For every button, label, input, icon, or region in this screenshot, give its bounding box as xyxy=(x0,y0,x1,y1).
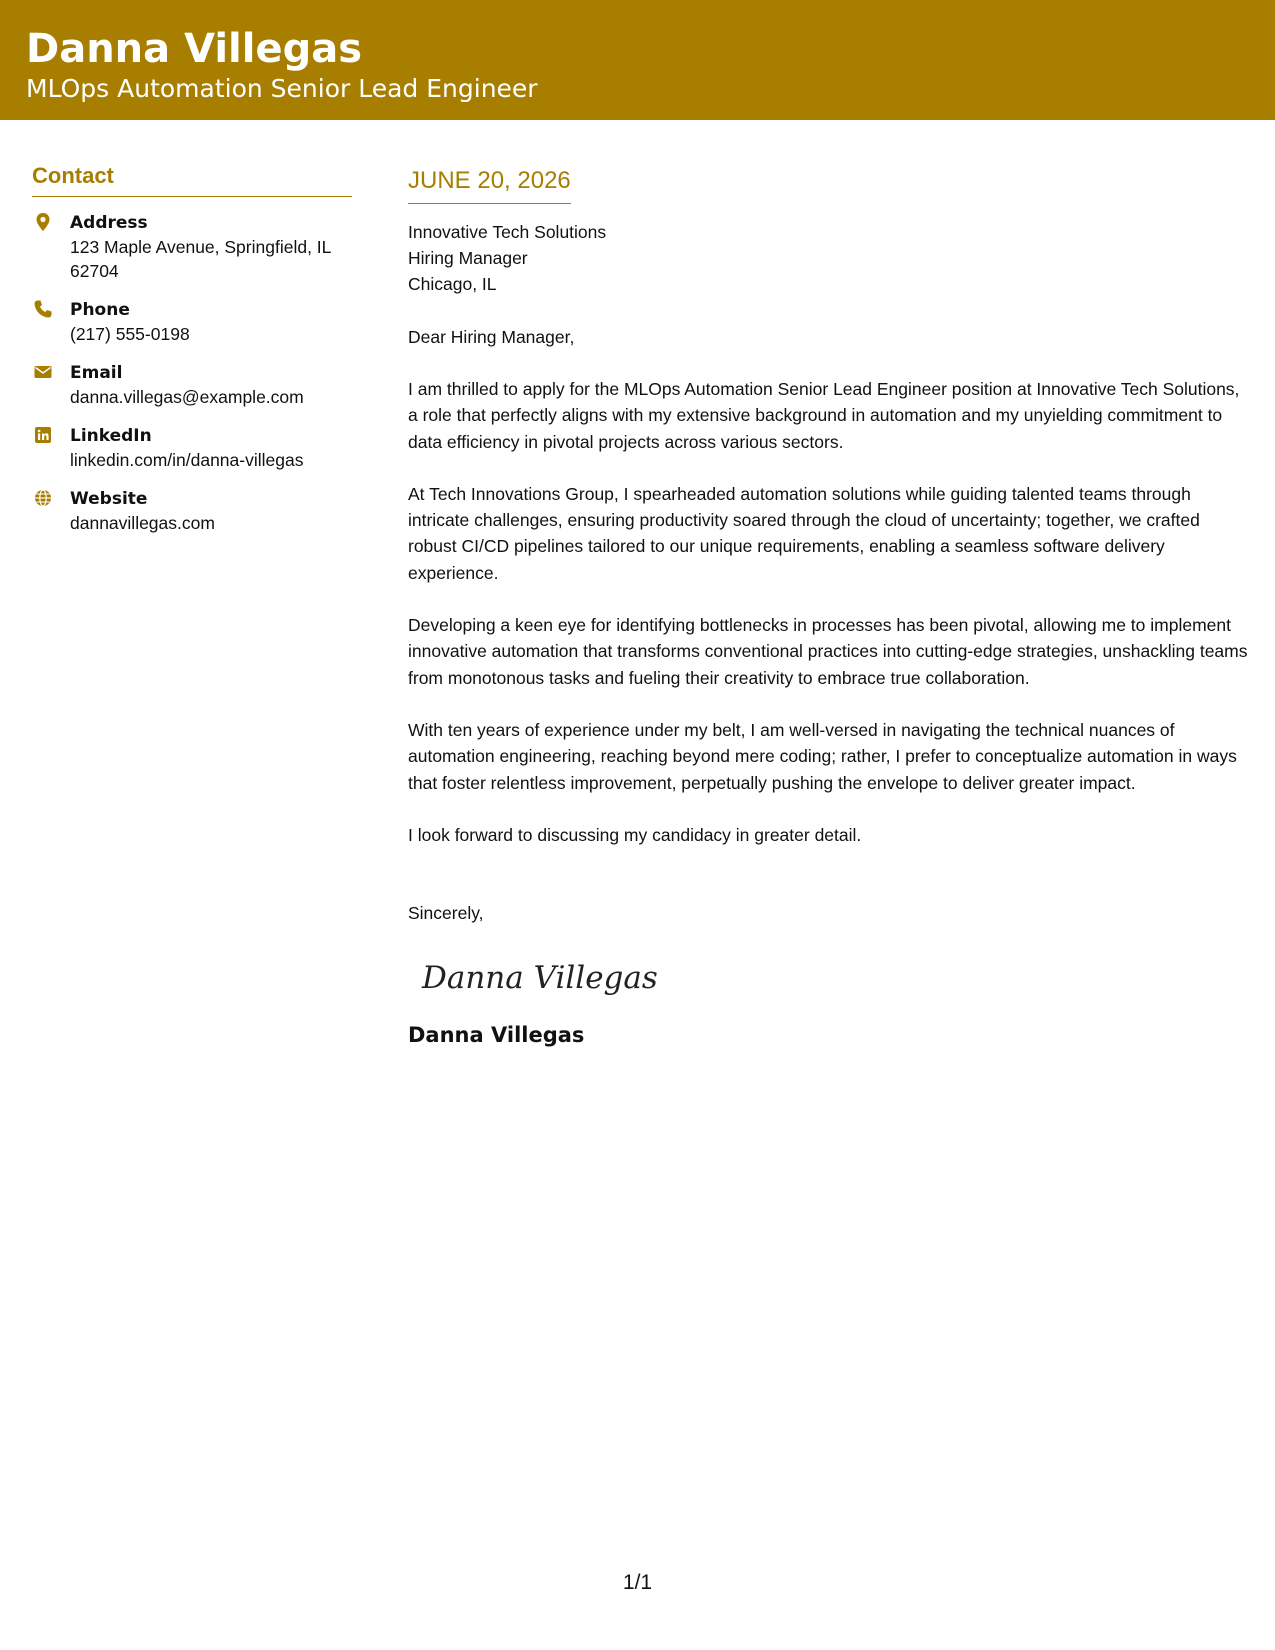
contact-label: Website xyxy=(70,489,148,509)
signature-script: Danna Villegas xyxy=(422,960,658,997)
contact-value: dannavillegas.com xyxy=(70,513,215,533)
letter-paragraph: With ten years of experience under my belt, I am well-versed in navigating the technical nuances of automation engineering, reaching beyond mere coding; rather, I prefer to conceptualize automation in ways that foster relentless improvement, perpetually pushing the envelope to deliver greater impact. xyxy=(408,719,1237,793)
contact-item-address xyxy=(32,211,352,283)
page-number: 1/1 xyxy=(622,1571,653,1594)
contact-value: linkedin.com/in/danna-villegas xyxy=(70,450,304,470)
contact-label: Phone xyxy=(70,300,130,320)
contact-label: LinkedIn xyxy=(70,426,152,446)
contact-item-linkedin xyxy=(32,424,352,472)
letter-paragraph: I look forward to discussing my candidacy in greater detail. xyxy=(408,824,862,845)
letter-body xyxy=(408,164,1253,1050)
contact-heading: Contact xyxy=(32,160,352,197)
job-title: MLOps Automation Senior Lead Engineer xyxy=(26,74,538,103)
contact-value: 123 Maple Avenue, Springfield, IL 62704 xyxy=(70,237,331,281)
phone-icon xyxy=(33,299,53,319)
contact-value: (217) 555-0198 xyxy=(70,324,190,344)
applicant-name: Danna Villegas xyxy=(26,26,363,72)
letter-paragraph: I am thrilled to apply for the MLOps Automation Senior Lead Engineer position at Innovative Tech Solutions, a role that perfectly aligns with my extensive background in automation and my unyielding commitment to data efficiency in pivotal projects across various sectors. xyxy=(408,379,1240,452)
letter-date: JUNE 20, 2026 xyxy=(408,164,571,204)
recipient-block xyxy=(408,219,1253,297)
letter-paragraph: At Tech Innovations Group, I spearheaded automation solutions while guiding talented teams through intricate challenges, ensuring productivity soared through the cloud of uncertainty; together, we crafted robust CI/CD pipelines tailored to our unique requirements, enabling a seamless software delivery experience. xyxy=(408,483,1200,583)
contact-label: Address xyxy=(70,213,148,233)
recipient-company: Innovative Tech Solutions xyxy=(408,222,607,242)
recipient-attention: Hiring Manager xyxy=(408,248,528,268)
handwritten-signature xyxy=(420,950,680,1004)
contact-item-email xyxy=(32,361,352,409)
map-pin-icon xyxy=(33,212,53,232)
contact-value: danna.villegas@example.com xyxy=(70,387,304,407)
envelope-icon xyxy=(33,362,53,382)
closing: Sincerely, xyxy=(408,903,484,924)
contact-sidebar xyxy=(32,160,352,550)
globe-icon xyxy=(33,488,53,508)
linkedin-icon xyxy=(33,425,53,445)
letter-paragraph: Developing a keen eye for identifying bottlenecks in processes has been pivotal, allowing me to implement innovative automation that transforms conventional practices into cutting-edge strategies, unshackling teams from monotonous tasks and fueling their creativity to embrace true collaboration. xyxy=(408,615,1248,688)
contact-item-phone xyxy=(32,298,352,346)
salutation: Dear Hiring Manager, xyxy=(408,327,575,347)
recipient-location: Chicago, IL xyxy=(408,274,497,294)
signed-name: Danna Villegas xyxy=(408,1023,585,1048)
header-banner xyxy=(0,0,1275,120)
contact-item-website xyxy=(32,487,352,535)
contact-label: Email xyxy=(70,363,123,383)
